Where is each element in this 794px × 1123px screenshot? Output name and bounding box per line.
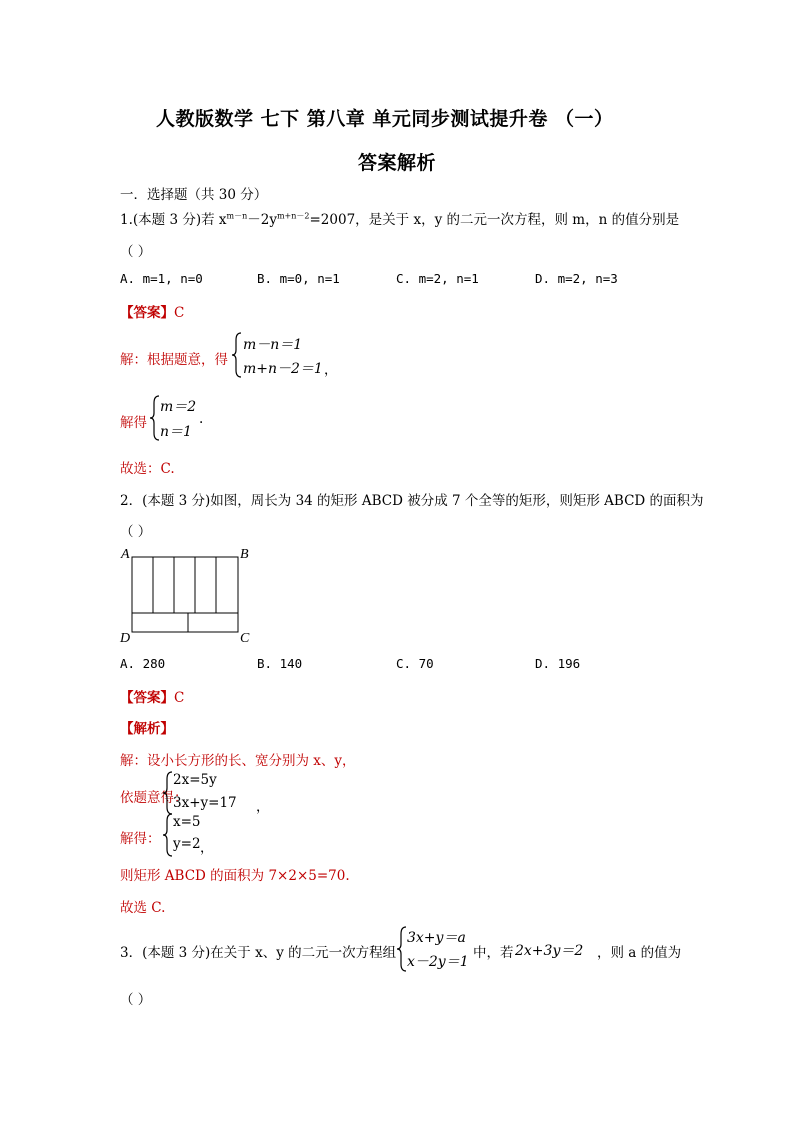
q1-solution-intro2: 解得 — [120, 415, 147, 431]
q3-stem-b: 中，若 — [473, 945, 514, 961]
q1-option-a: A. m=1, n=0 — [120, 271, 203, 286]
q2-paren: （ ） — [120, 524, 152, 540]
q1-stem-a: 1.(本题 3 分)若 x — [120, 212, 227, 228]
q2-area-line — [120, 864, 350, 884]
q2-system2-brace — [163, 813, 173, 857]
q2-rectangle-figure — [118, 546, 258, 646]
q1-system1-brace — [232, 332, 242, 378]
q1-exponent-2: m+n－2 — [276, 211, 310, 221]
q3-condition: 2x+3y＝2 — [515, 943, 584, 959]
q2-system1-brace — [163, 771, 173, 815]
q1-option-d: D. m=2, n=3 — [535, 271, 618, 286]
q2-area-value: 7×2×5=70. — [268, 868, 350, 884]
rectangle-abcd — [132, 557, 238, 632]
q2-system1-eq2: 3x+y=17 — [173, 795, 237, 811]
q2-conclusion: 故选 C. — [120, 900, 166, 916]
q2-answer-label: 【答案】 — [120, 690, 174, 706]
q1-system2-eq1: m＝2 — [160, 399, 197, 415]
q1-stem-b: －2y — [247, 212, 277, 228]
q2-answer — [120, 686, 184, 706]
q1-system2-eq2: n＝1 — [160, 424, 192, 440]
q1-conclusion: 故选：C. — [120, 461, 175, 477]
q1-answer — [120, 301, 184, 321]
q3-system-eq2: x－2y＝1 — [407, 954, 469, 970]
q2-system1-eq1: 2x=5y — [173, 772, 217, 788]
q3-stem-c: ，则 a 的值为 — [597, 945, 682, 961]
q1-exponent-1: m－n — [226, 211, 248, 221]
q2-system-intro: 依题意得： — [120, 790, 188, 806]
q2-system2-eq1: x=5 — [173, 814, 201, 830]
q1-system1-eq1: m－n＝1 — [243, 337, 303, 353]
vertex-label-a: A — [121, 547, 130, 562]
q1-option-c: C. m=2, n=1 — [396, 271, 479, 286]
q1-solution-intro: 解：根据题意，得 — [120, 352, 228, 368]
q1-stem-c: =2007，是关于 x，y 的二元一次方程，则 m，n 的值分别是 — [309, 212, 680, 228]
section-header: 一．选择题（共 30 分） — [120, 187, 268, 203]
q3-system-eq1: 3x+y＝a — [407, 930, 466, 946]
q2-answer-value: C — [174, 690, 185, 706]
q2-option-c: C. 70 — [396, 656, 434, 671]
q1-paren: （ ） — [120, 244, 152, 260]
q3-stem-a: 3．(本题 3 分)在关于 x、y 的二元一次方程组 — [120, 945, 397, 961]
q1-system2-end: . — [199, 411, 204, 427]
q1-system1-eq2: m+n－2＝1 — [243, 361, 323, 377]
q2-analysis-label: 【解析】 — [120, 721, 174, 737]
q1-option-b: B. m=0, n=1 — [257, 271, 340, 286]
q2-solution-intro: 解：设小长方形的长、宽分别为 x、y， — [120, 753, 356, 769]
q2-solution-intro2: 解得： — [120, 831, 161, 847]
q3-system-brace — [397, 926, 407, 972]
vertex-label-d: D — [120, 631, 131, 646]
q2-option-d: D. 196 — [535, 656, 581, 671]
q1-stem — [120, 208, 679, 228]
document-subtitle: 答案解析 — [358, 152, 437, 174]
vertex-label-b: B — [240, 547, 249, 562]
q1-answer-label: 【答案】 — [120, 305, 174, 321]
q3-paren: （ ） — [120, 992, 152, 1008]
q2-system2-eq2: y=2 — [173, 836, 201, 852]
q2-area-text: 则矩形 ABCD 的面积为 — [120, 868, 265, 884]
q1-system2-brace — [150, 395, 160, 441]
q2-system2-end: ， — [200, 840, 214, 856]
vertex-label-c: C — [240, 631, 250, 646]
q2-system1-end: ， — [256, 799, 270, 815]
q2-option-b: B. 140 — [257, 656, 303, 671]
q1-system1-end: ， — [324, 362, 338, 378]
q1-answer-value: C — [174, 305, 185, 321]
q2-stem: 2．(本题 3 分)如图，周长为 34 的矩形 ABCD 被分成 7 个全等的矩形，则矩形 ABCD 的面积为 — [120, 493, 704, 509]
q2-option-a: A. 280 — [120, 656, 166, 671]
document-title: 人教版数学 七下 第八章 单元同步测试提升卷 （一） — [156, 108, 614, 130]
